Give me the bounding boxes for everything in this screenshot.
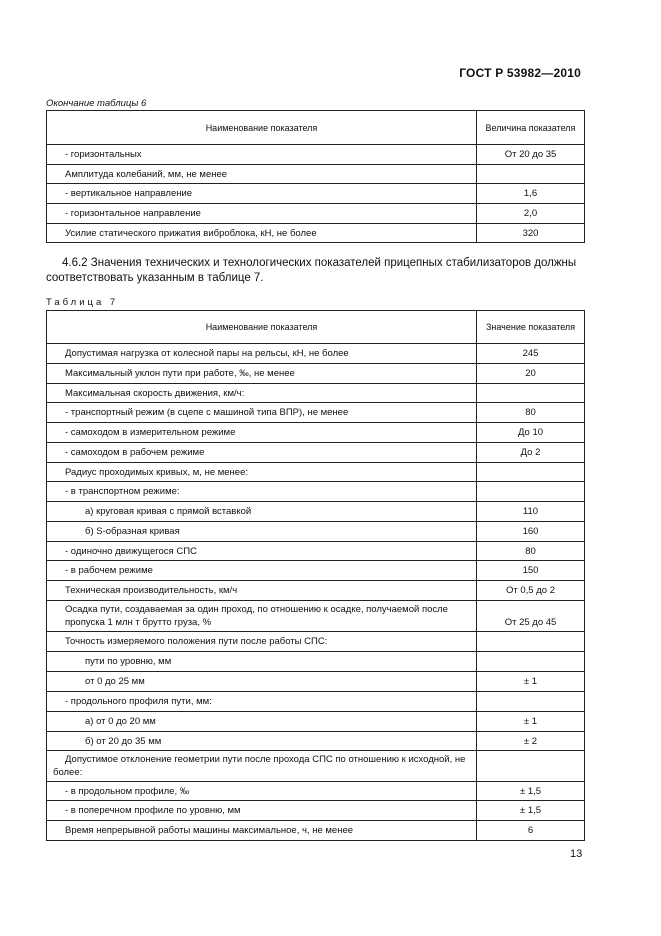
column-header-value: Значение показателя [477,311,585,344]
row-name: - в рабочем режиме [47,561,477,581]
row-name: Усилие статического прижатия виброблока, кН, не более [47,224,477,243]
row-value [477,384,585,403]
table-row [47,751,585,782]
table-row [47,384,585,403]
table-header-row [47,111,585,145]
table-row [47,652,585,672]
table-row [47,801,585,821]
page-number: 13 [570,848,583,860]
row-name: а) круговая кривая с прямой вставкой [47,502,477,522]
table-row [47,502,585,522]
table-row [47,482,585,502]
row-value [477,463,585,482]
row-name: Техническая производительность, км/ч [47,581,477,601]
row-value: 6 [477,821,585,841]
row-name: Максимальный уклон пути при работе, ‰, не менее [47,364,477,384]
table-row [47,561,585,581]
table-row [47,712,585,732]
column-header-value: Величина показателя [477,111,585,145]
row-name: - в продольном профиле, ‰ [47,782,477,801]
row-name: - горизонтальных [47,145,477,165]
row-value: ± 1 [477,672,585,692]
row-value [477,482,585,502]
row-name: - самоходом в рабочем режиме [47,443,477,463]
row-name: - одиночно движущегося СПС [47,542,477,561]
row-value: ± 1 [477,712,585,732]
table-row [47,581,585,601]
row-value: 80 [477,542,585,561]
row-value: От 25 до 45 [477,601,585,632]
table-row [47,204,585,224]
table-row [47,463,585,482]
row-value: 20 [477,364,585,384]
row-name: - транспортный режим (в сцепе с машиной типа ВПР), не менее [47,403,477,423]
table-row [47,632,585,652]
row-value: До 2 [477,443,585,463]
row-name: - самоходом в измерительном режиме [47,423,477,443]
table-row [47,145,585,165]
row-name: - вертикальное направление [47,184,477,204]
table-header-row [47,311,585,344]
row-value: ± 1,5 [477,782,585,801]
row-value: ± 1,5 [477,801,585,821]
row-value: До 10 [477,423,585,443]
table-row [47,692,585,712]
row-name: пути по уровню, мм [47,652,477,672]
row-name: - в поперечном профиле по уровню, мм [47,801,477,821]
row-name: Амплитуда колебаний, мм, не менее [47,165,477,184]
table-7 [46,310,585,841]
row-value: 150 [477,561,585,581]
table-row [47,165,585,184]
table-row [47,601,585,632]
paragraph-4-6-2: 4.6.2 Значения технических и технологических показателей прицепных стабилизаторов должны соответствовать указанным в таблице 7. [46,257,577,284]
row-value: 245 [477,344,585,364]
table-row [47,403,585,423]
table6-caption: Окончание таблицы 6 [46,98,147,109]
table-row [47,423,585,443]
row-name: Максимальная скорость движения, км/ч: [47,384,477,403]
table-row [47,522,585,542]
table-row [47,782,585,801]
table-row [47,732,585,751]
row-value [477,632,585,652]
row-name: Допустимая нагрузка от колесной пары на рельсы, кН, не более [47,344,477,364]
row-name: б) от 20 до 35 мм [47,732,477,751]
row-name: Осадка пути, создаваемая за один проход, по отношению к осадке, получаемой после пропуска 1 млн т брутто груза, % [47,601,477,632]
column-header-name: Наименование показателя [47,111,477,145]
row-name: от 0 до 25 мм [47,672,477,692]
table-row [47,224,585,243]
row-value: 320 [477,224,585,243]
row-value: 80 [477,403,585,423]
row-name: - продольного профиля пути, мм: [47,692,477,712]
table-row [47,364,585,384]
row-name: - в транспортном режиме: [47,482,477,502]
table-6 [46,110,585,243]
table-row [47,443,585,463]
row-value: 160 [477,522,585,542]
row-name: - горизонтальное направление [47,204,477,224]
row-value: 110 [477,502,585,522]
row-name: б) S-образная кривая [47,522,477,542]
column-header-name: Наименование показателя [47,311,477,344]
table-row [47,542,585,561]
row-name: Допустимое отклонение геометрии пути после прохода СПС по отношению к исходной, не более: [47,751,477,782]
table-row [47,184,585,204]
row-value: 2,0 [477,204,585,224]
row-value [477,751,585,782]
row-name: Радиус проходимых кривых, м, не менее: [47,463,477,482]
table-row [47,821,585,841]
table7-caption: Таблица 7 [46,297,119,308]
row-value: От 20 до 35 [477,145,585,165]
row-name: а) от 0 до 20 мм [47,712,477,732]
table-row [47,672,585,692]
document-code: ГОСТ Р 53982—2010 [459,66,581,80]
row-value [477,652,585,672]
row-value: 1,6 [477,184,585,204]
row-value: ± 2 [477,732,585,751]
table-row [47,344,585,364]
row-value: От 0,5 до 2 [477,581,585,601]
row-value [477,692,585,712]
row-name: Точность измеряемого положения пути после работы СПС: [47,632,477,652]
row-name: Время непрерывной работы машины максимальное, ч, не менее [47,821,477,841]
row-value [477,165,585,184]
